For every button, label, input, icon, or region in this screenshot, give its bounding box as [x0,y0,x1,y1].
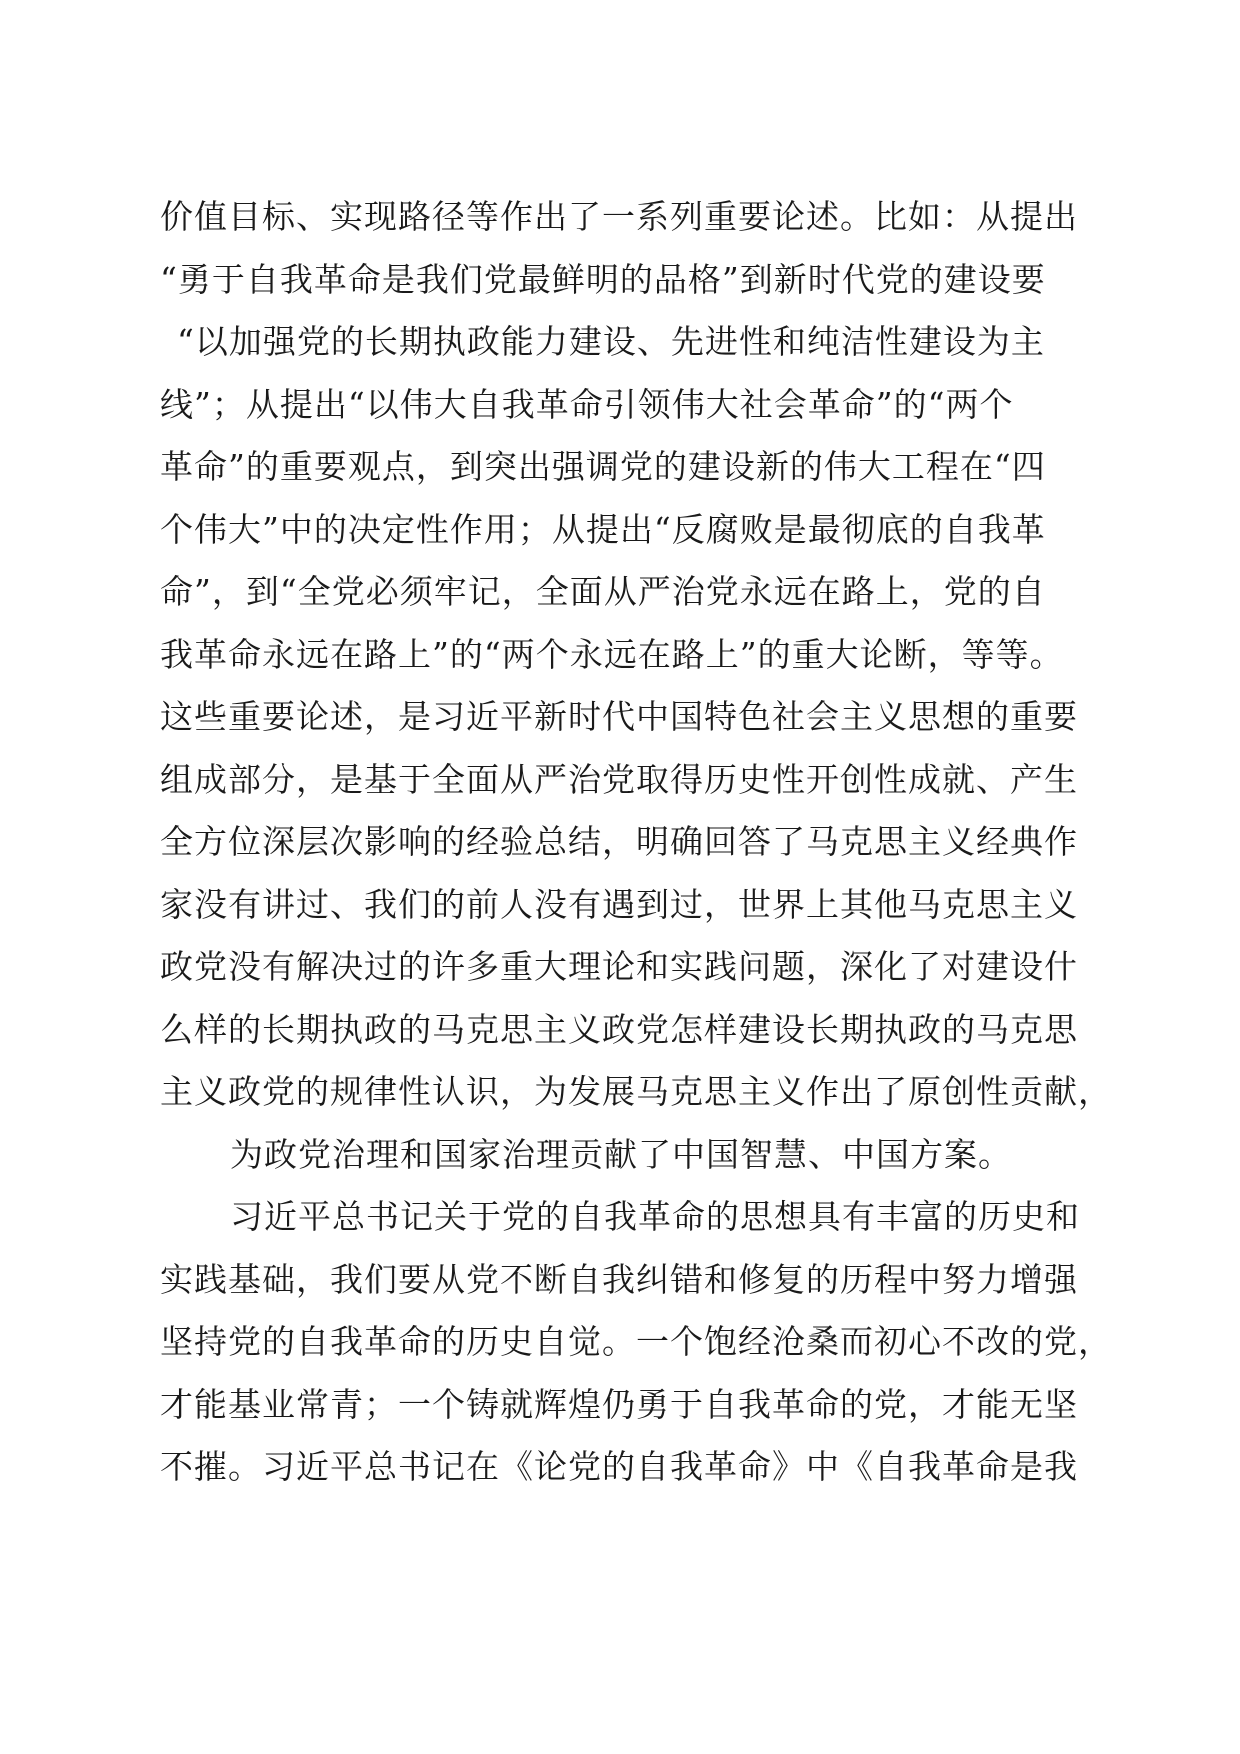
text-line: 家没有讲过、我们的前人没有遇到过，世界上其他马克思主义 [160,884,1078,924]
text-line: 个伟大”中的决定性作用；从提出“反腐败是最彻底的自我革 [160,509,1046,549]
text-line: 我革命永远在路上”的“两个永远在路上”的重大论断，等等。 [160,634,1064,674]
text-line: “勇于自我革命是我们党最鲜明的品格”到新时代党的建设要 [160,259,1046,299]
text-line: 全方位深层次影响的经验总结，明确回答了马克思主义经典作 [160,822,1078,861]
text-line: 不摧。习近平总书记在《论党的自我革命》中《自我革命是我 [160,1447,1078,1486]
text-line: 么样的长期执政的马克思主义政党怎样建设长期执政的马克思 [160,1009,1078,1049]
text-line: 组成部分，是基于全面从严治党取得历史性开创性成就、产生 [160,759,1078,799]
text-line: 坚持党的自我革命的历史自觉。一个饱经沧桑而初心不改的党， [160,1322,1112,1361]
text-line: 价值目标、实现路径等作出了一系列重要论述。比如：从提出 [160,197,1078,236]
text-line: 才能基业常青；一个铸就辉煌仍勇于自我革命的党，才能无坚 [160,1384,1078,1424]
text-line: 为政党治理和国家治理贡献了中国智慧、中国方案。 [230,1134,1012,1174]
body-text [160,186,1112,1499]
text-line: 实践基础，我们要从党不断自我纠错和修复的历程中努力增强 [160,1259,1078,1299]
text-line: “以加强党的长期执政能力建设、先进性和纯洁性建设为主 [177,322,1045,361]
text-line: 革命”的重要观点，到突出强调党的建设新的伟大工程在“四 [160,447,1046,486]
text-line: 政党没有解决过的许多重大理论和实践问题，深化了对建设什 [160,947,1078,986]
text-line: 命”，到“全党必须牢记，全面从严治党永远在路上，党的自 [160,572,1046,611]
paragraph-first-line: 习近平总书记关于党的自我革命的思想具有丰富的历史和 [230,1197,1080,1236]
text-line: 主义政党的规律性认识，为发展马克思主义作出了原创性贡献， [160,1072,1112,1111]
text-line: 这些重要论述，是习近平新时代中国特色社会主义思想的重要 [160,697,1078,736]
text-line: 线”；从提出“以伟大自我革命引领伟大社会革命”的“两个 [160,384,1014,424]
